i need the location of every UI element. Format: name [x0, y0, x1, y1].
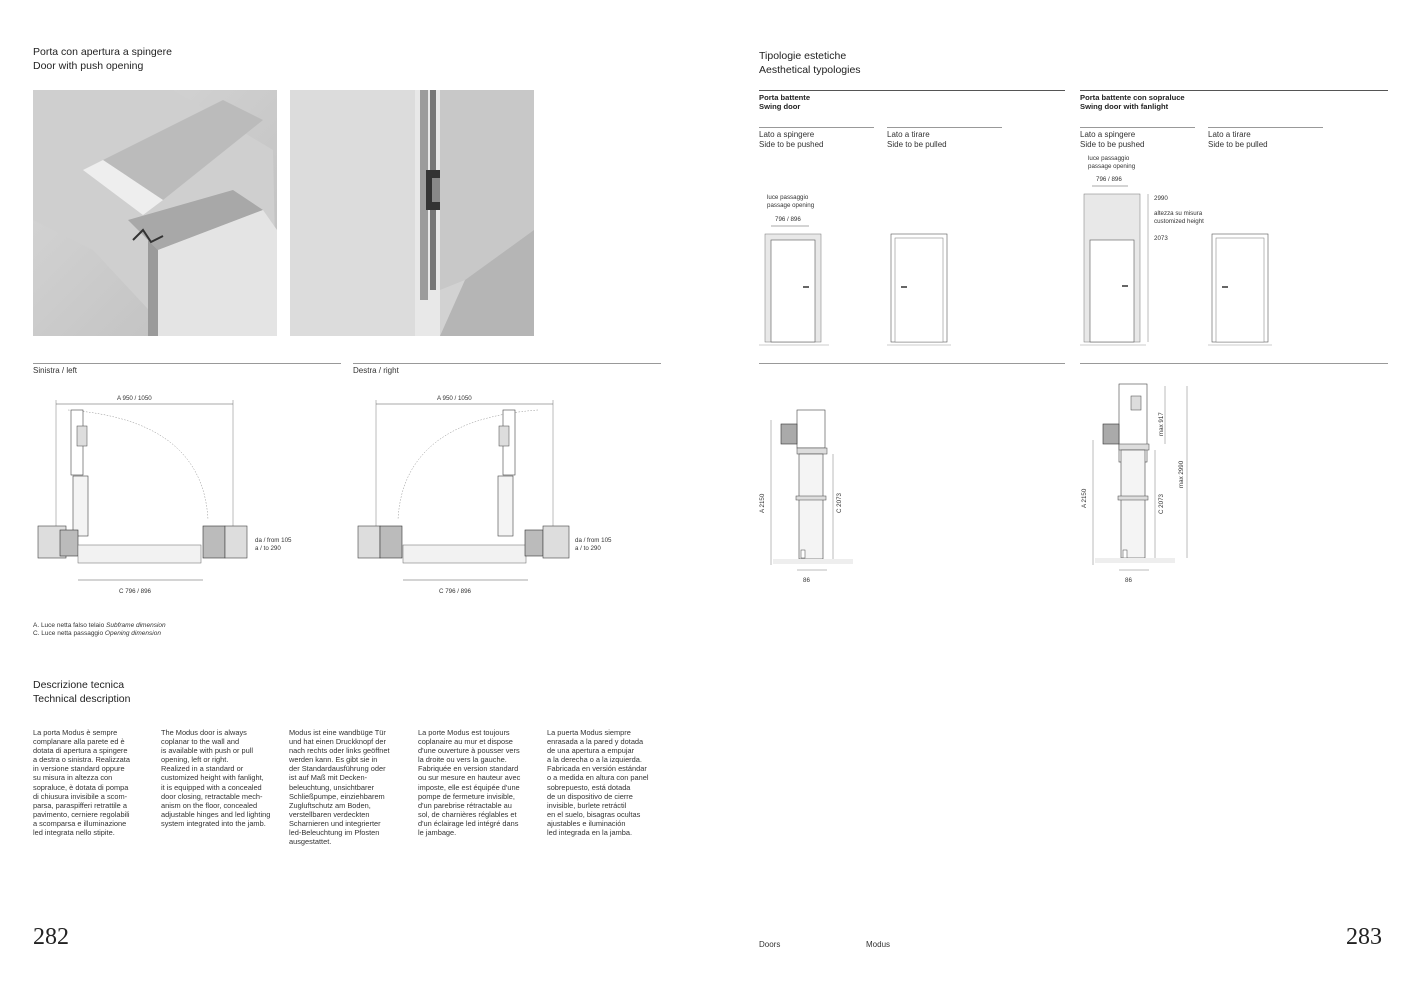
- fanlight-push-label: Lato a spingere Side to be pushed: [1080, 130, 1145, 149]
- fanlight-pull-label: Lato a tirare Side to be pulled: [1208, 130, 1268, 149]
- tech-col-en: The Modus door is always coplanar to the wall and is available with push or pull opening, left or right. Realized in a standard or customized height with fanlight, it is equipped with a concealed door closing, retractable mech- anism on the floor, concealed adjustable hinges and led lighting system integrated into the jamb.: [161, 728, 271, 828]
- right-heading-en: Aesthetical typologies: [759, 64, 861, 76]
- elevation-swing-pull: [887, 188, 1007, 348]
- plan-left-label: Sinistra / left: [33, 366, 78, 375]
- legend-c: C. Luce netta passaggio Opening dimension: [33, 630, 161, 637]
- page-number-left: 282: [33, 924, 69, 950]
- footer-modus: Modus: [866, 940, 891, 949]
- dim-a-right: A 950 / 1050: [437, 395, 472, 402]
- tech-heading: [33, 678, 130, 706]
- tech-col-de: Modus ist eine wandbüge Tür und hat einen Druckknopf der nach rechts oder links geöffnet werden kann. Es gibt sie in der Standardausführung oder ist auf Maß mit Decken- beleuchtung, unsichtbarer Schließpumpe, einziehbarem Zugluftschutz am Boden, verstellbaren verdeckten Scharnieren und integrierter led-Beleuchtung im Pfosten ausgestattet.: [289, 728, 390, 847]
- elevation-swing-push: [759, 188, 879, 348]
- dim-a-left: A 950 / 1050: [117, 395, 152, 402]
- right-heading: [759, 49, 861, 77]
- svg-text:A 2150: A 2150: [1081, 488, 1088, 508]
- group-swing: Porta battente Swing door: [759, 93, 811, 111]
- svg-text:796 / 896: 796 / 896: [775, 216, 801, 223]
- svg-text:max 2990: max 2990: [1178, 460, 1185, 488]
- photo-door-hinge: [290, 90, 534, 336]
- footer-doors: Doors: [759, 940, 781, 949]
- svg-text:A 2150: A 2150: [759, 493, 766, 513]
- plan-drawing-right: [353, 390, 653, 600]
- dim-depth-1-left: da / from 105: [255, 537, 292, 544]
- elevation-fanlight-pull: [1208, 188, 1328, 348]
- left-heading-en: Door with push opening: [33, 60, 144, 72]
- right-heading-it: Tipologie estetiche: [759, 50, 847, 62]
- elevation-fanlight-push: [1080, 150, 1210, 350]
- tech-col-es: La puerta Modus siempre enrasada a la pared y dotada de una apertura a empujar a la derecha o a la izquierda. Fabricada en versión estándar o a medida en altura con panel sobrepuesto, está dotada de un dispositivo de cierre invisible, burlete retráctil en el suelo, bisagras ocultas ajustables e iluminación led integrada en la jamba.: [547, 728, 649, 838]
- svg-text:passage opening: passage opening: [767, 202, 815, 209]
- swing-pull-label: Lato a tirare Side to be pulled: [887, 130, 947, 149]
- tech-col-it: La porta Modus è sempre complanare alla parete ed è dotata di apertura a spingere a destra o sinistra. Realizzata in versione standard oppure su misura in altezza con sopraluce, è dotata di pompa di chiusura invisibile a scom- parsa, paraspifferi retrattile a pavimento, cerniere regolabili a scomparsa e illuminazione led integrata nello stipite.: [33, 728, 130, 838]
- photo-frame-corner: [33, 90, 277, 336]
- plan-right-label: Destra / right: [353, 366, 399, 375]
- left-heading: [33, 45, 172, 73]
- svg-text:86: 86: [1125, 577, 1132, 584]
- svg-text:altezza su misura: altezza su misura: [1154, 210, 1203, 217]
- svg-text:C 2073: C 2073: [836, 493, 843, 513]
- section-fanlight: [1077, 380, 1207, 590]
- tech-heading-it: Descrizione tecnica: [33, 679, 125, 691]
- group-fanlight: Porta battente con sopraluce Swing door with fanlight: [1080, 93, 1185, 111]
- left-heading-it: Porta con apertura a spingere: [33, 46, 172, 58]
- tech-heading-en: Technical description: [33, 693, 131, 705]
- swing-push-label: Lato a spingere Side to be pushed: [759, 130, 824, 149]
- section-swing: [755, 400, 865, 590]
- svg-text:796 / 896: 796 / 896: [1096, 176, 1122, 183]
- svg-text:luce passaggio: luce passaggio: [767, 194, 809, 201]
- svg-text:C 2073: C 2073: [1158, 494, 1165, 514]
- page-number-right: 283: [1346, 924, 1382, 950]
- plan-drawing-left: [33, 390, 333, 600]
- svg-text:max 917: max 917: [1158, 412, 1165, 436]
- svg-text:passage opening: passage opening: [1088, 163, 1136, 170]
- dim-c-left: C 796 / 896: [119, 588, 151, 595]
- svg-text:2990: 2990: [1154, 195, 1168, 202]
- svg-text:2073: 2073: [1154, 235, 1168, 242]
- legend: [33, 622, 166, 638]
- legend-a: A. Luce netta falso telaio Subframe dimension: [33, 622, 166, 629]
- tech-col-fr: La porte Modus est toujours coplanaire au mur et dispose d'une ouverture à pousser vers la droite ou vers la gauche. Fabriquée en version standard ou sur mesure en hauteur avec imposte, elle est équipée d'une pompe de fermeture invisible, d'un parebrise rétractable au sol, de charnières réglables et d'un éclairage led intégré dans le jambage.: [418, 728, 521, 838]
- dim-c-right: C 796 / 896: [439, 588, 471, 595]
- dim-depth-2-right: a / to 290: [575, 545, 601, 552]
- svg-text:86: 86: [803, 577, 810, 584]
- dim-depth-2-left: a / to 290: [255, 545, 281, 552]
- svg-text:customized height: customized height: [1154, 218, 1204, 225]
- dim-depth-1-right: da / from 105: [575, 537, 612, 544]
- svg-text:luce passaggio: luce passaggio: [1088, 155, 1130, 162]
